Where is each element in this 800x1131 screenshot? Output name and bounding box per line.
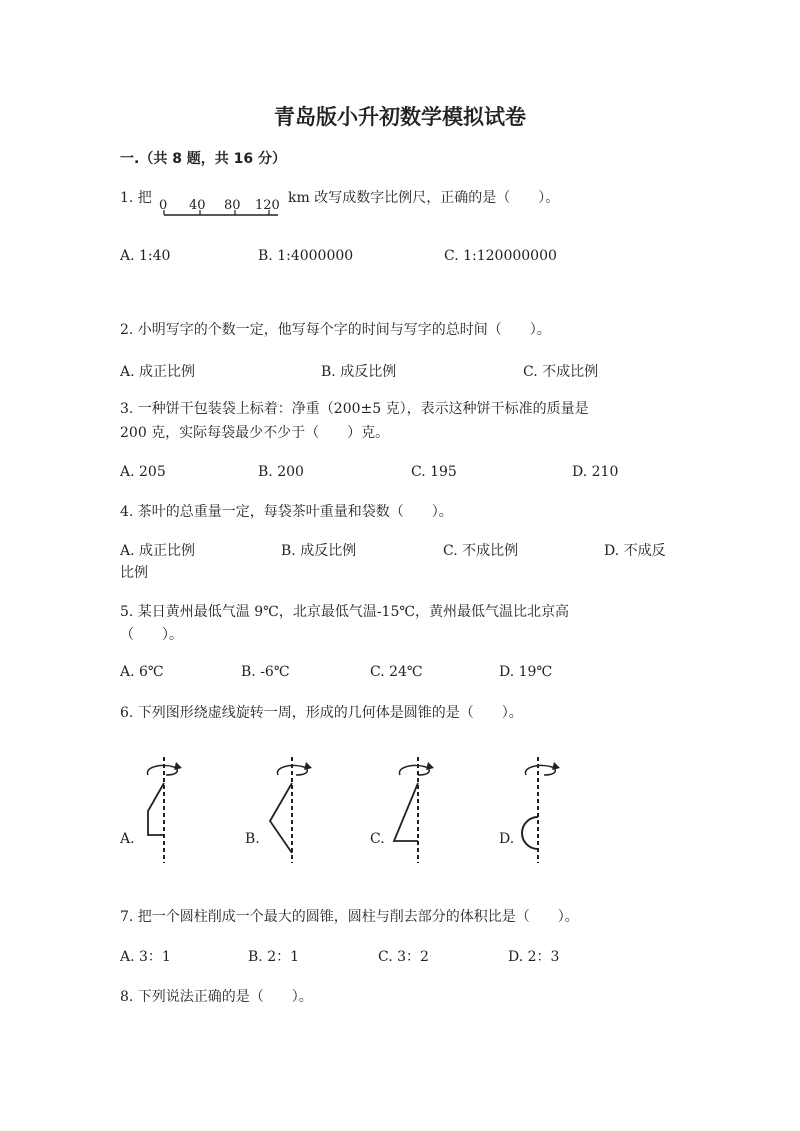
q8-stem: 8. 下列说法正确的是（ ）。 (120, 989, 313, 1005)
rotation-arrowhead-icon (426, 762, 434, 770)
q6-option-d: D. (499, 831, 515, 847)
q2-option-a: A. 成正比例 (120, 364, 196, 380)
q3-option-d: D. 210 (572, 464, 619, 480)
q5-option-c: C. 24℃ (370, 664, 423, 680)
q7-stem: 7. 把一个圆柱削成一个最大的圆锥，圆柱与削去部分的体积比是（ ）。 (120, 909, 579, 925)
rotation-arrowhead-icon (174, 762, 182, 770)
scale-tick-label: 120 (255, 198, 280, 213)
rotation-arrowhead-icon (304, 762, 312, 770)
q4-option-d: D. 不成反 (604, 543, 666, 559)
q2-option-c: C. 不成比例 (523, 364, 599, 380)
scale-tick-label: 0 (159, 198, 168, 213)
q6-stem: 6. 下列图形绕虚线旋转一周，形成的几何体是圆锥的是（ ）。 (120, 705, 523, 721)
q5-option-d: D. 19℃ (499, 664, 553, 680)
q1-option-a: A. 1:40 (120, 248, 171, 264)
q5-option-a: A. 6℃ (120, 664, 164, 680)
shape-outline (394, 783, 418, 841)
q2-stem: 2. 小明写字的个数一定，他写每个字的时间与写字的总时间（ ）。 (120, 322, 551, 338)
q3-option-a: A. 205 (120, 464, 166, 480)
q5-stem-line1: 5. 某日黄州最低气温 9℃，北京最低气温-15℃，黄州最低气温比北京高 (120, 604, 570, 620)
rotation-arrow-icon (399, 765, 429, 775)
q1-option-c: C. 1:120000000 (444, 248, 557, 264)
q3-option-c: C. 195 (411, 464, 457, 480)
q3-stem-line1: 3. 一种饼干包装袋上标着：净重（200±5 克），表示这种饼干标准的质量是 (120, 401, 589, 417)
q4-stem: 4. 茶叶的总重量一定，每袋茶叶重量和袋数（ ）。 (120, 504, 453, 520)
q1-option-b: B. 1:4000000 (258, 248, 354, 264)
q7-option-d: D. 2：3 (508, 949, 560, 965)
q6-option-b: B. (245, 831, 260, 847)
scale-tick-label: 40 (189, 198, 206, 213)
q6-figure-c (388, 755, 438, 867)
q4-option-b: B. 成反比例 (281, 543, 357, 559)
q2-option-b: B. 成反比例 (321, 364, 397, 380)
shape-outline (148, 783, 164, 835)
q6-option-a: A. (120, 831, 135, 847)
q5-option-b: B. -6℃ (241, 664, 290, 680)
q3-stem-line2: 200 克，实际每袋最少不少于（ ）克。 (120, 425, 390, 441)
q6-figure-a (140, 755, 190, 867)
section-heading: 一.（共 8 题，共 16 分） (120, 151, 287, 167)
q7-option-c: C. 3：2 (378, 949, 429, 965)
scale-tick-label: 80 (224, 198, 241, 213)
q5-stem-line2: （ ）。 (120, 627, 183, 643)
shape-outline (522, 817, 538, 849)
q3-option-b: B. 200 (258, 464, 304, 480)
q7-option-b: B. 2：1 (248, 949, 300, 965)
q1-stem-before: 1. 把 (120, 190, 152, 206)
page-title: 青岛版小升初数学模拟试卷 (274, 105, 526, 129)
q1-stem-after: km 改写成数字比例尺，正确的是（ ）。 (288, 190, 560, 206)
rotation-arrow-icon (525, 765, 555, 775)
q4-option-c: C. 不成比例 (443, 543, 519, 559)
q4-option-a: A. 成正比例 (120, 543, 196, 559)
shape-outline (270, 783, 292, 853)
q6-option-c: C. (370, 831, 385, 847)
q6-figure-d (514, 755, 564, 867)
q6-figure-b (266, 755, 316, 867)
rotation-arrowhead-icon (552, 762, 560, 770)
q7-option-a: A. 3：1 (120, 949, 171, 965)
q4-option-d-continued: 比例 (120, 565, 148, 581)
rotation-arrow-icon (147, 765, 177, 775)
